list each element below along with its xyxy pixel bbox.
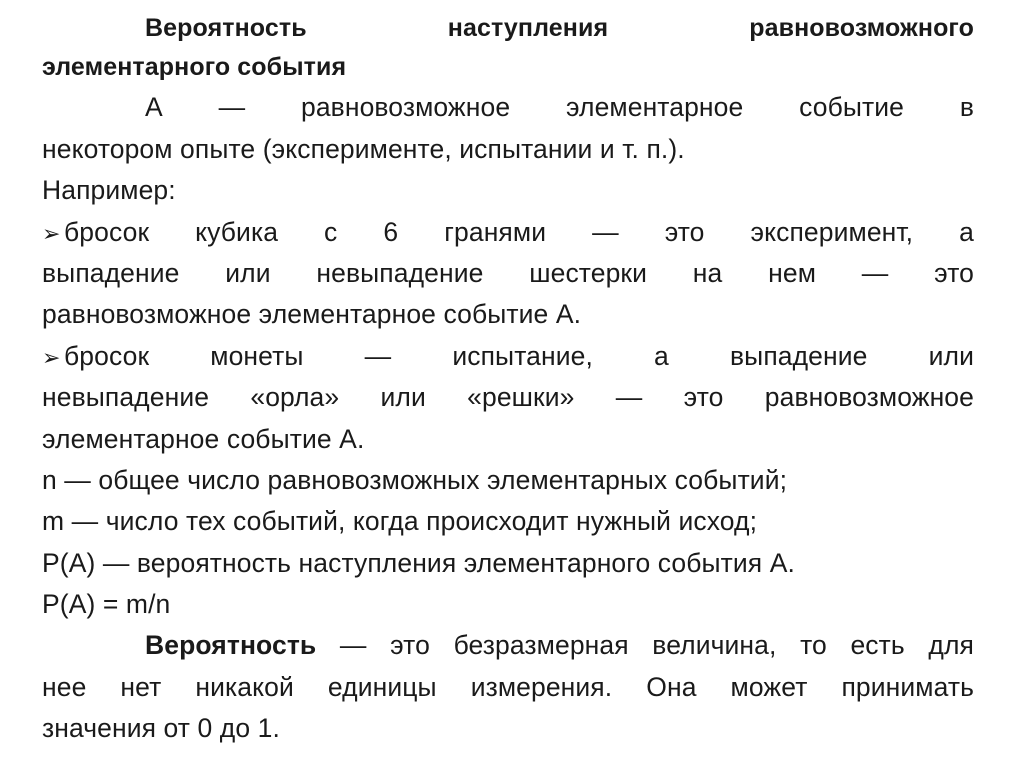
bullet-1-text: бросок кубика с 6 гранями — это эксперимент, а bbox=[64, 216, 974, 247]
conclusion-line-2: нее нет никакой единицы измерения. Она может принимать bbox=[42, 671, 974, 702]
conclusion-line-3: значения от 0 до 1. bbox=[42, 713, 280, 744]
bullet-1-line-1 bbox=[42, 212, 974, 253]
bullet-2-line-2: невыпадение «орла» или «решки» — это равновозможное bbox=[42, 382, 974, 413]
bullet-1-line-2: выпадение или невыпадение шестерки на нем — это bbox=[42, 257, 974, 288]
formula-pa-definition: P(A) — вероятность наступления элементарного события А. bbox=[42, 547, 795, 578]
bullet-2-text: бросок монеты — испытание, а выпадение или bbox=[64, 340, 974, 371]
bullet-1-line-3: равновозможное элементарное событие А. bbox=[42, 299, 582, 330]
bullet-2-line-1 bbox=[42, 336, 974, 377]
title-line-1: Вероятность наступления равновозможного bbox=[145, 14, 974, 42]
formula-pa-equation: P(A) = m/n bbox=[42, 589, 171, 620]
slide-content bbox=[42, 8, 974, 750]
formula-m: m — число тех событий, когда происходит нужный исход; bbox=[42, 506, 758, 537]
conclusion-bold-word: Вероятность bbox=[145, 630, 317, 661]
definition-line-2: некотором опыте (эксперименте, испытании и т. п.). bbox=[42, 133, 685, 164]
arrow-bullet-icon: ➢ bbox=[42, 344, 61, 370]
formula-n: n — общее число равновозможных элементарных событий; bbox=[42, 464, 788, 495]
title-line-2: элементарного события bbox=[42, 53, 347, 82]
definition-line-1: А — равновозможное элементарное событие в bbox=[145, 92, 974, 123]
conclusion-line-1 bbox=[42, 625, 974, 666]
example-label: Например: bbox=[42, 175, 176, 206]
conclusion-rest: — это безразмерная величина, то есть для bbox=[316, 630, 974, 661]
arrow-bullet-icon: ➢ bbox=[42, 220, 61, 246]
bullet-2-line-3: элементарное событие А. bbox=[42, 423, 365, 454]
